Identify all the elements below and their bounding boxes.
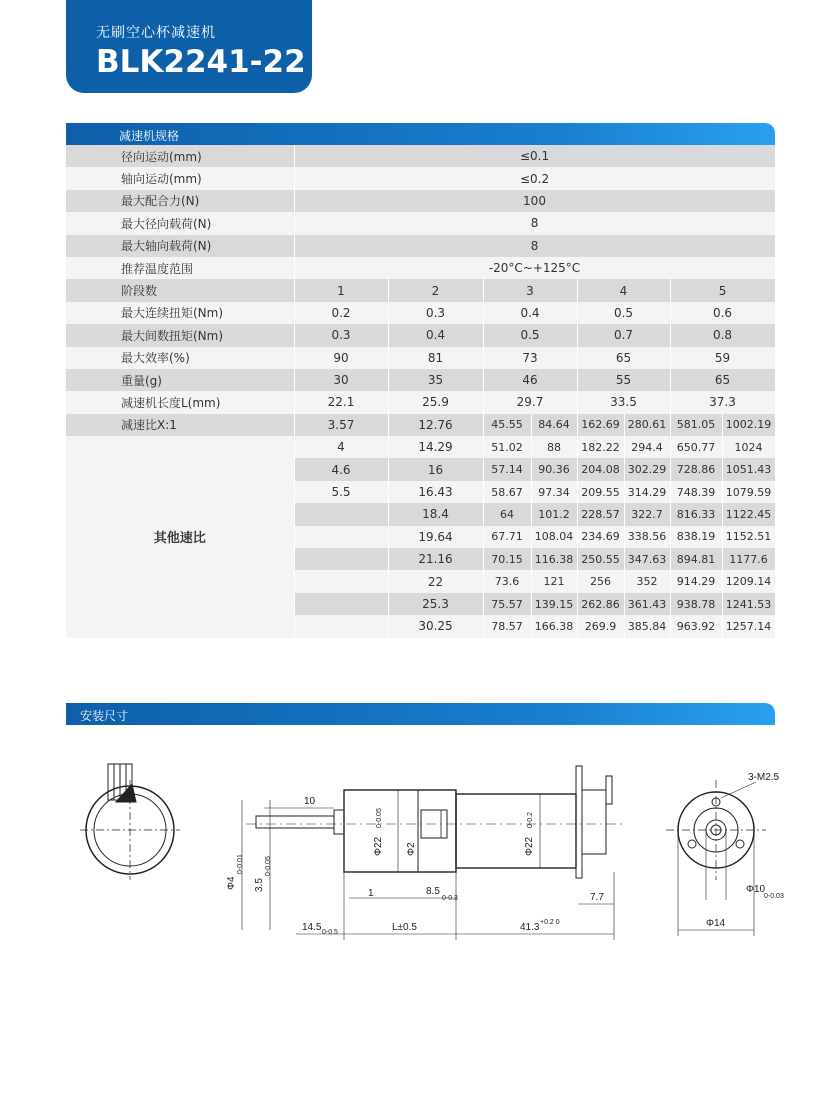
cell-value: 51.02 (483, 436, 531, 458)
cell-value: 25.3 (388, 593, 483, 615)
row-label: 最大轴向载荷(N) (66, 235, 294, 257)
cell-value: 581.05 (670, 414, 722, 436)
cell-value: 21.16 (388, 548, 483, 570)
cell-value: 46 (483, 369, 577, 391)
cell-value: 322.7 (624, 503, 670, 525)
cell-value: 894.81 (670, 548, 722, 570)
cell-value: 228.57 (577, 503, 624, 525)
cell-value: 55 (577, 369, 670, 391)
cell-value: 182.22 (577, 436, 624, 458)
cell-value: 64 (483, 503, 531, 525)
cell-value: 8 (294, 212, 775, 234)
dim-14-5: 14.5 (302, 922, 322, 933)
install-section-bar (66, 703, 775, 725)
cell-value: 3.57 (294, 414, 388, 436)
cell-value: 16 (388, 458, 483, 480)
cell-value: 4 (294, 436, 388, 458)
table-row (66, 436, 775, 458)
cell-value: 938.78 (670, 593, 722, 615)
front-end-view (666, 780, 766, 936)
cell-value: 97.34 (531, 481, 577, 503)
cell-value: 1 (294, 279, 388, 301)
cell-value: 18.4 (388, 503, 483, 525)
cell-value: 162.69 (577, 414, 624, 436)
dim-41-3: 41.3 (520, 922, 540, 933)
dim-14-5-tol: 0-0.5 (322, 929, 338, 936)
cell-value (294, 526, 388, 548)
cell-value: 65 (670, 369, 775, 391)
cell-value: 209.55 (577, 481, 624, 503)
cell-value: 1209.14 (722, 570, 775, 592)
table-row (66, 324, 775, 346)
cell-value: 16.43 (388, 481, 483, 503)
cell-value (294, 593, 388, 615)
install-drawing (66, 740, 796, 960)
cell-value: 22.1 (294, 391, 388, 413)
table-row (66, 145, 775, 167)
cell-value: 45.55 (483, 414, 531, 436)
dim-10: 10 (304, 796, 316, 807)
cell-value: 116.38 (531, 548, 577, 570)
dimension-labels (226, 772, 784, 936)
cell-value: 35 (388, 369, 483, 391)
dim-d22b: Φ22 (524, 836, 535, 856)
cell-value (294, 503, 388, 525)
cell-value: 78.57 (483, 615, 531, 637)
cell-value: 88 (531, 436, 577, 458)
cell-value: 256 (577, 570, 624, 592)
cell-value: 25.9 (388, 391, 483, 413)
cell-value: 1177.6 (722, 548, 775, 570)
table-row (66, 369, 775, 391)
other-ratios-body (66, 436, 775, 638)
cell-value: 30.25 (388, 615, 483, 637)
table-row (66, 190, 775, 212)
cell-value: 5 (670, 279, 775, 301)
cell-value: 57.14 (483, 458, 531, 480)
cell-value: 1122.45 (722, 503, 775, 525)
cell-value: 650.77 (670, 436, 722, 458)
cell-value: ≤0.2 (294, 167, 775, 189)
cell-value: 108.04 (531, 526, 577, 548)
cell-value: 166.38 (531, 615, 577, 637)
cell-value: 1002.19 (722, 414, 775, 436)
dim-L: L±0.5 (392, 922, 417, 933)
table-row (66, 302, 775, 324)
dim-m25: 3-M2.5 (748, 772, 780, 783)
cell-value: 1024 (722, 436, 775, 458)
cell-value: 838.19 (670, 526, 722, 548)
cell-value: 0.7 (577, 324, 670, 346)
cell-value: 8 (294, 235, 775, 257)
table-row (66, 347, 775, 369)
table-row (66, 391, 775, 413)
cell-value: 0.8 (670, 324, 775, 346)
dim-3-5-tol: 0-0.05 (265, 856, 272, 876)
cell-value: 1257.14 (722, 615, 775, 637)
cell-value: 361.43 (624, 593, 670, 615)
dim-d22a-tol: 0-0.05 (376, 808, 383, 828)
spec-section-title: 减速机规格 (119, 129, 180, 143)
cell-value: 0.4 (388, 324, 483, 346)
row-label: 最大连续扭矩(Nm) (66, 302, 294, 324)
table-row (66, 279, 775, 301)
cell-value: 73.6 (483, 570, 531, 592)
cell-value: 1079.59 (722, 481, 775, 503)
cell-value: 204.08 (577, 458, 624, 480)
row-label: 轴向运动(mm) (66, 167, 294, 189)
cell-value: 12.76 (388, 414, 483, 436)
row-label: 最大径向载荷(N) (66, 212, 294, 234)
cell-value: 0.3 (388, 302, 483, 324)
cell-value (294, 570, 388, 592)
cell-value: 59 (670, 347, 775, 369)
product-title: BLK2241-22 (96, 44, 306, 80)
cell-value: 101.2 (531, 503, 577, 525)
cell-value (294, 548, 388, 570)
cell-value: 338.56 (624, 526, 670, 548)
row-label: 最大效率(%) (66, 347, 294, 369)
cell-value: 1241.53 (722, 593, 775, 615)
cell-value: 0.2 (294, 302, 388, 324)
cell-value: ≤0.1 (294, 145, 775, 167)
cell-value: 234.69 (577, 526, 624, 548)
row-label: 减速比X:1 (66, 414, 294, 436)
cell-value: 0.3 (294, 324, 388, 346)
dim-d22b-tol: 0-0.2 (527, 812, 534, 828)
cell-value: 65 (577, 347, 670, 369)
row-label: 径向运动(mm) (66, 145, 294, 167)
cell-value: 33.5 (577, 391, 670, 413)
cell-value: 37.3 (670, 391, 775, 413)
dim-8-5-tol: 0-0.3 (442, 895, 458, 902)
row-label: 减速机长度L(mm) (66, 391, 294, 413)
cell-value: 914.29 (670, 570, 722, 592)
dim-d10: Φ10 (746, 884, 766, 895)
dim-d22a: Φ22 (373, 836, 384, 856)
cell-value: 314.29 (624, 481, 670, 503)
row-label: 最大间数扭矩(Nm) (66, 324, 294, 346)
cell-value: 139.15 (531, 593, 577, 615)
cell-value: 84.64 (531, 414, 577, 436)
cell-value: 280.61 (624, 414, 670, 436)
cell-value: 4 (577, 279, 670, 301)
cell-value: 816.33 (670, 503, 722, 525)
cell-value: 67.71 (483, 526, 531, 548)
table-row (66, 257, 775, 279)
install-section-title: 安装尺寸 (80, 709, 129, 723)
table-row (66, 414, 775, 436)
cell-value: 30 (294, 369, 388, 391)
dim-d4: Φ4 (226, 876, 237, 890)
cell-value: 0.5 (483, 324, 577, 346)
cell-value: 3 (483, 279, 577, 301)
product-header (66, 0, 312, 93)
cell-value: 748.39 (670, 481, 722, 503)
table-row (66, 235, 775, 257)
dim-d2: Φ2 (406, 842, 417, 856)
cell-value: -20°C~+125°C (294, 257, 775, 279)
cell-value: 100 (294, 190, 775, 212)
cell-value: 269.9 (577, 615, 624, 637)
side-view (242, 766, 626, 940)
row-label: 重量(g) (66, 369, 294, 391)
cell-value (294, 615, 388, 637)
cell-value: 81 (388, 347, 483, 369)
spec-section-bar (66, 123, 775, 145)
cell-value: 121 (531, 570, 577, 592)
cell-value: 294.4 (624, 436, 670, 458)
row-label: 推荐温度范围 (66, 257, 294, 279)
cell-value: 22 (388, 570, 483, 592)
spec-table (66, 145, 776, 638)
row-label: 阶段数 (66, 279, 294, 301)
cell-value: 73 (483, 347, 577, 369)
row-label: 最大配合力(N) (66, 190, 294, 212)
cell-value: 352 (624, 570, 670, 592)
cell-value: 250.55 (577, 548, 624, 570)
cell-value: 70.15 (483, 548, 531, 570)
other-ratios-label: 其他速比 (66, 436, 294, 638)
cell-value: 385.84 (624, 615, 670, 637)
cell-value: 19.64 (388, 526, 483, 548)
cell-value: 4.6 (294, 458, 388, 480)
cell-value: 0.4 (483, 302, 577, 324)
cell-value: 5.5 (294, 481, 388, 503)
dim-41-3-tol: +0.2 0 (540, 919, 560, 926)
cell-value: 2 (388, 279, 483, 301)
cell-value: 14.29 (388, 436, 483, 458)
cell-value: 1051.43 (722, 458, 775, 480)
dim-d4-tol: 0-0.01 (237, 854, 244, 874)
dim-8-5: 8.5 (426, 886, 440, 897)
cell-value: 75.57 (483, 593, 531, 615)
table-row (66, 212, 775, 234)
dim-7-7: 7.7 (590, 892, 604, 903)
cell-value: 262.86 (577, 593, 624, 615)
dim-1: 1 (368, 888, 374, 899)
rear-end-view (80, 764, 180, 880)
cell-value: 728.86 (670, 458, 722, 480)
cell-value: 1152.51 (722, 526, 775, 548)
cell-value: 90 (294, 347, 388, 369)
cell-value: 347.63 (624, 548, 670, 570)
product-subtitle: 无刷空心杯减速机 (96, 25, 216, 41)
dim-d14: Φ14 (706, 918, 726, 929)
table-row (66, 167, 775, 189)
cell-value: 0.5 (577, 302, 670, 324)
cell-value: 302.29 (624, 458, 670, 480)
cell-value: 90.36 (531, 458, 577, 480)
cell-value: 0.6 (670, 302, 775, 324)
cell-value: 963.92 (670, 615, 722, 637)
cell-value: 58.67 (483, 481, 531, 503)
dim-3-5: 3.5 (254, 878, 265, 892)
cell-value: 29.7 (483, 391, 577, 413)
dim-d10-tol: 0-0.03 (764, 893, 784, 900)
